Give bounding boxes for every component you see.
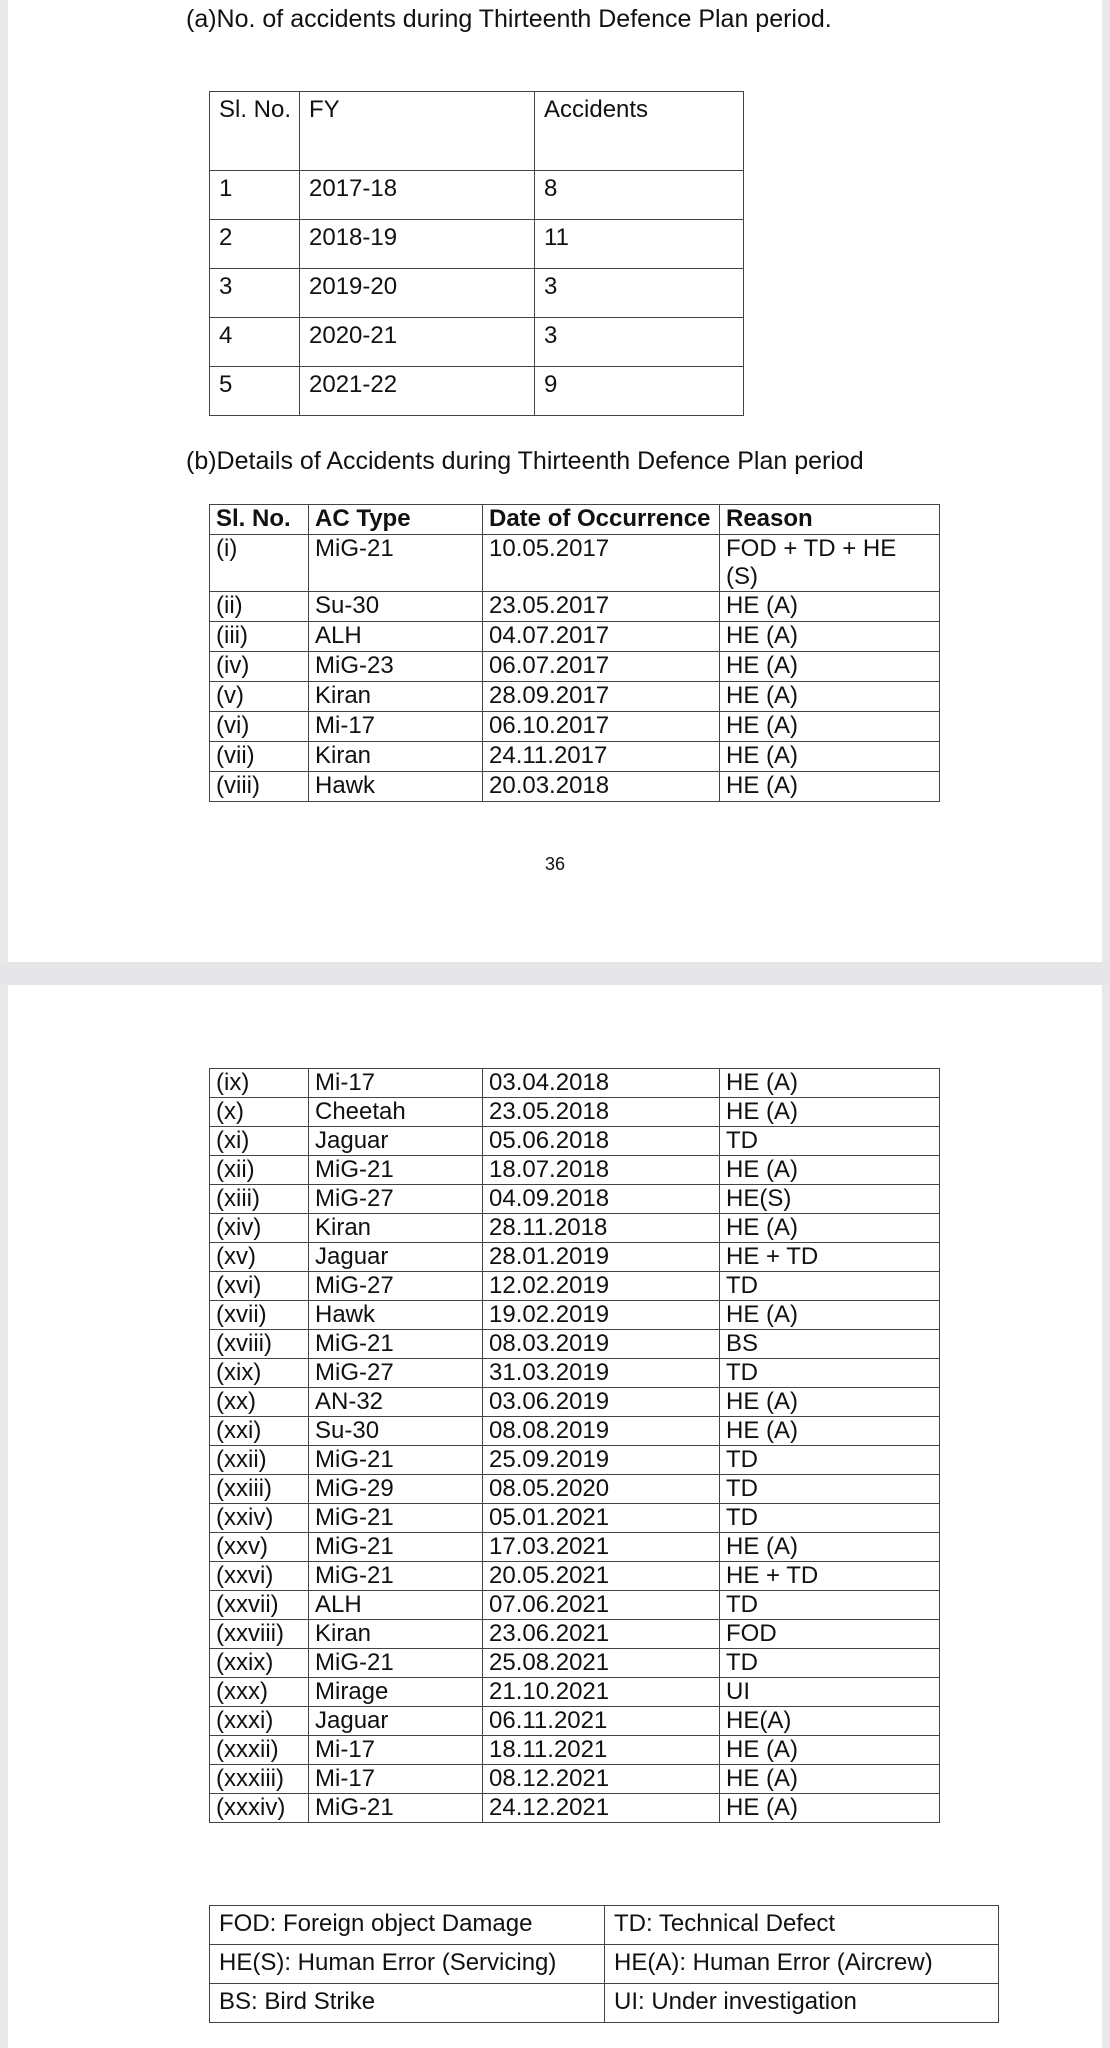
sl-no-cell: (xi)	[210, 1127, 309, 1156]
date-cell: 17.03.2021	[483, 1533, 720, 1562]
section-a-heading: (a)No. of accidents during Thirteenth Defence Plan period.	[186, 5, 832, 33]
accident-details-body-continued	[210, 1069, 940, 1823]
table-row	[210, 1591, 940, 1620]
ac-type-cell: MiG-21	[309, 1649, 483, 1678]
cell: 1	[210, 171, 300, 220]
sl-no-cell: (xiv)	[210, 1214, 309, 1243]
header-sl-no: Sl. No.	[210, 505, 309, 535]
cell: 2	[210, 220, 300, 269]
table-row	[210, 1533, 940, 1562]
table-row	[210, 1475, 940, 1504]
sl-no-cell: (iv)	[210, 652, 309, 682]
ac-type-cell: Cheetah	[309, 1098, 483, 1127]
table-row	[210, 318, 744, 367]
sl-no-cell: (xxiv)	[210, 1504, 309, 1533]
cell: 2018-19	[300, 220, 535, 269]
table-row	[210, 712, 940, 742]
date-cell: 31.03.2019	[483, 1359, 720, 1388]
reason-cell: TD	[720, 1272, 940, 1301]
date-cell: 08.05.2020	[483, 1475, 720, 1504]
cell: 3	[535, 318, 744, 367]
ac-type-cell: MiG-21	[309, 1156, 483, 1185]
reason-cell: TD	[720, 1649, 940, 1678]
reason-cell: TD	[720, 1127, 940, 1156]
reason-cell: HE (A)	[720, 1533, 940, 1562]
table-row	[210, 1272, 940, 1301]
sl-no-cell: (x)	[210, 1098, 309, 1127]
table-row	[210, 1562, 940, 1591]
sl-no-cell: (xxi)	[210, 1417, 309, 1446]
date-cell: 05.06.2018	[483, 1127, 720, 1156]
table-row	[210, 1359, 940, 1388]
reason-cell: HE (A)	[720, 682, 940, 712]
reason-cell: HE (A)	[720, 1417, 940, 1446]
table-row	[210, 1330, 940, 1359]
page-gap	[0, 962, 1110, 985]
date-cell: 03.04.2018	[483, 1069, 720, 1098]
sl-no-cell: (viii)	[210, 772, 309, 802]
table-row	[210, 220, 744, 269]
cell: 2017-18	[300, 171, 535, 220]
reason-cell: TD	[720, 1591, 940, 1620]
accident-details-table	[209, 504, 940, 802]
abbreviation-legend-table	[209, 1905, 999, 2023]
date-cell: 19.02.2019	[483, 1301, 720, 1330]
cell: 2019-20	[300, 269, 535, 318]
date-cell: 03.06.2019	[483, 1388, 720, 1417]
sl-no-cell: (ix)	[210, 1069, 309, 1098]
legend-item: HE(A): Human Error (Aircrew)	[605, 1945, 999, 1984]
table-row	[210, 1649, 940, 1678]
header-ac-type: AC Type	[309, 505, 483, 535]
table-row	[210, 1156, 940, 1185]
table-row	[210, 682, 940, 712]
date-cell: 28.09.2017	[483, 682, 720, 712]
table-row	[210, 652, 940, 682]
date-cell: 23.05.2017	[483, 592, 720, 622]
ac-type-cell: Jaguar	[309, 1707, 483, 1736]
sl-no-cell: (xvi)	[210, 1272, 309, 1301]
date-cell: 18.11.2021	[483, 1736, 720, 1765]
reason-cell: HE (A)	[720, 742, 940, 772]
sl-no-cell: (xviii)	[210, 1330, 309, 1359]
table-row	[210, 1301, 940, 1330]
date-cell: 10.05.2017	[483, 535, 720, 592]
ac-type-cell: Mi-17	[309, 1736, 483, 1765]
legend-item: UI: Under investigation	[605, 1984, 999, 2023]
ac-type-cell: MiG-27	[309, 1359, 483, 1388]
ac-type-cell: AN-32	[309, 1388, 483, 1417]
reason-cell: TD	[720, 1446, 940, 1475]
date-cell: 20.03.2018	[483, 772, 720, 802]
cell: 3	[535, 269, 744, 318]
header-accidents: Accidents	[535, 92, 744, 171]
table-header-row	[210, 505, 940, 535]
sl-no-cell: (xxxiii)	[210, 1765, 309, 1794]
sl-no-cell: (xxviii)	[210, 1620, 309, 1649]
date-cell: 18.07.2018	[483, 1156, 720, 1185]
sl-no-cell: (xvii)	[210, 1301, 309, 1330]
table-row	[210, 742, 940, 772]
sl-no-cell: (xv)	[210, 1243, 309, 1272]
section-b-heading: (b)Details of Accidents during Thirteenth Defence Plan period	[186, 447, 864, 475]
legend-item: TD: Technical Defect	[605, 1906, 999, 1945]
ac-type-cell: Mirage	[309, 1678, 483, 1707]
ac-type-cell: Su-30	[309, 592, 483, 622]
table-row	[210, 1417, 940, 1446]
ac-type-cell: Mi-17	[309, 1069, 483, 1098]
table-row	[210, 535, 940, 592]
ac-type-cell: MiG-23	[309, 652, 483, 682]
table-row	[210, 1127, 940, 1156]
sl-no-cell: (xxii)	[210, 1446, 309, 1475]
sl-no-cell: (xxx)	[210, 1678, 309, 1707]
date-cell: 06.11.2021	[483, 1707, 720, 1736]
legend-row	[210, 1945, 999, 1984]
cell: 5	[210, 367, 300, 416]
date-cell: 25.08.2021	[483, 1649, 720, 1678]
sl-no-cell: (xxvi)	[210, 1562, 309, 1591]
reason-cell: HE (A)	[720, 1301, 940, 1330]
cell: 2021-22	[300, 367, 535, 416]
ac-type-cell: ALH	[309, 1591, 483, 1620]
ac-type-cell: Kiran	[309, 1214, 483, 1243]
reason-cell: HE (A)	[720, 1156, 940, 1185]
ac-type-cell: Mi-17	[309, 1765, 483, 1794]
legend-row	[210, 1984, 999, 2023]
sl-no-cell: (xx)	[210, 1388, 309, 1417]
table-row	[210, 1446, 940, 1475]
date-cell: 23.05.2018	[483, 1098, 720, 1127]
date-cell: 20.05.2021	[483, 1562, 720, 1591]
ac-type-cell: Su-30	[309, 1417, 483, 1446]
ac-type-cell: Hawk	[309, 1301, 483, 1330]
table-row	[210, 1736, 940, 1765]
date-cell: 04.09.2018	[483, 1185, 720, 1214]
reason-cell: HE (A)	[720, 1736, 940, 1765]
ac-type-cell: Kiran	[309, 1620, 483, 1649]
ac-type-cell: Jaguar	[309, 1127, 483, 1156]
ac-type-cell: ALH	[309, 622, 483, 652]
ac-type-cell: MiG-21	[309, 535, 483, 592]
cell: 9	[535, 367, 744, 416]
sl-no-cell: (v)	[210, 682, 309, 712]
sl-no-cell: (xxxii)	[210, 1736, 309, 1765]
table-row	[210, 171, 744, 220]
sl-no-cell: (xxix)	[210, 1649, 309, 1678]
date-cell: 08.12.2021	[483, 1765, 720, 1794]
sl-no-cell: (xxxi)	[210, 1707, 309, 1736]
reason-cell: HE + TD	[720, 1562, 940, 1591]
table-row	[210, 1765, 940, 1794]
cell: 11	[535, 220, 744, 269]
reason-cell: HE (A)	[720, 622, 940, 652]
date-cell: 08.08.2019	[483, 1417, 720, 1446]
table-row	[210, 1707, 940, 1736]
reason-cell: TD	[720, 1359, 940, 1388]
ac-type-cell: MiG-21	[309, 1562, 483, 1591]
sl-no-cell: (vii)	[210, 742, 309, 772]
ac-type-cell: Hawk	[309, 772, 483, 802]
table-row	[210, 1185, 940, 1214]
reason-cell: HE (A)	[720, 712, 940, 742]
cell: 8	[535, 171, 744, 220]
sl-no-cell: (xxvii)	[210, 1591, 309, 1620]
table-row	[210, 772, 940, 802]
reason-cell: HE (A)	[720, 652, 940, 682]
reason-cell: BS	[720, 1330, 940, 1359]
ac-type-cell: MiG-21	[309, 1504, 483, 1533]
sl-no-cell: (xxiii)	[210, 1475, 309, 1504]
document-page-1	[8, 0, 1102, 962]
header-reason: Reason	[720, 505, 940, 535]
table-row	[210, 1243, 940, 1272]
date-cell: 06.07.2017	[483, 652, 720, 682]
legend-item: BS: Bird Strike	[210, 1984, 605, 2023]
cell: 4	[210, 318, 300, 367]
ac-type-cell: MiG-21	[309, 1533, 483, 1562]
legend-item: HE(S): Human Error (Servicing)	[210, 1945, 605, 1984]
cell: 2020-21	[300, 318, 535, 367]
ac-type-cell: MiG-21	[309, 1794, 483, 1823]
accident-details-table-continued	[209, 1068, 940, 1823]
date-cell: 23.06.2021	[483, 1620, 720, 1649]
document-page-2	[8, 985, 1102, 2048]
reason-cell: HE (A)	[720, 1214, 940, 1243]
ac-type-cell: MiG-29	[309, 1475, 483, 1504]
date-cell: 07.06.2021	[483, 1591, 720, 1620]
date-cell: 06.10.2017	[483, 712, 720, 742]
date-cell: 24.11.2017	[483, 742, 720, 772]
date-cell: 25.09.2019	[483, 1446, 720, 1475]
reason-cell: HE(A)	[720, 1707, 940, 1736]
table-row	[210, 1678, 940, 1707]
header-fy: FY	[300, 92, 535, 171]
ac-type-cell: MiG-27	[309, 1272, 483, 1301]
table-row	[210, 622, 940, 652]
date-cell: 08.03.2019	[483, 1330, 720, 1359]
reason-cell: HE + TD	[720, 1243, 940, 1272]
sl-no-cell: (xix)	[210, 1359, 309, 1388]
reason-cell: UI	[720, 1678, 940, 1707]
reason-cell: HE (A)	[720, 772, 940, 802]
header-sl-no: Sl. No.	[210, 92, 300, 171]
ac-type-cell: MiG-21	[309, 1446, 483, 1475]
table-row	[210, 367, 744, 416]
table-row	[210, 1069, 940, 1098]
reason-cell: FOD + TD + HE (S)	[720, 535, 940, 592]
sl-no-cell: (xiii)	[210, 1185, 309, 1214]
table-row	[210, 1504, 940, 1533]
sl-no-cell: (ii)	[210, 592, 309, 622]
sl-no-cell: (xxv)	[210, 1533, 309, 1562]
date-cell: 28.01.2019	[483, 1243, 720, 1272]
reason-cell: HE (A)	[720, 592, 940, 622]
table-row	[210, 1620, 940, 1649]
sl-no-cell: (i)	[210, 535, 309, 592]
reason-cell: HE (A)	[720, 1069, 940, 1098]
table-row	[210, 1214, 940, 1243]
date-cell: 21.10.2021	[483, 1678, 720, 1707]
date-cell: 28.11.2018	[483, 1214, 720, 1243]
reason-cell: HE (A)	[720, 1388, 940, 1417]
table-row	[210, 1388, 940, 1417]
date-cell: 12.02.2019	[483, 1272, 720, 1301]
accidents-by-fy-table	[209, 91, 744, 416]
legend-row	[210, 1906, 999, 1945]
reason-cell: TD	[720, 1475, 940, 1504]
sl-no-cell: (iii)	[210, 622, 309, 652]
ac-type-cell: Jaguar	[309, 1243, 483, 1272]
table-row	[210, 269, 744, 318]
table-header-row	[210, 92, 744, 171]
reason-cell: TD	[720, 1504, 940, 1533]
sl-no-cell: (xxxiv)	[210, 1794, 309, 1823]
date-cell: 24.12.2021	[483, 1794, 720, 1823]
accident-details-body	[210, 535, 940, 802]
sl-no-cell: (xii)	[210, 1156, 309, 1185]
reason-cell: HE(S)	[720, 1185, 940, 1214]
header-date-of-occurrence: Date of Occurrence	[483, 505, 720, 535]
table-row	[210, 1794, 940, 1823]
legend-item: FOD: Foreign object Damage	[210, 1906, 605, 1945]
reason-cell: HE (A)	[720, 1098, 940, 1127]
reason-cell: HE (A)	[720, 1794, 940, 1823]
page-number: 36	[544, 854, 566, 874]
ac-type-cell: Mi-17	[309, 712, 483, 742]
sl-no-cell: (vi)	[210, 712, 309, 742]
reason-cell: FOD	[720, 1620, 940, 1649]
table-row	[210, 1098, 940, 1127]
date-cell: 05.01.2021	[483, 1504, 720, 1533]
table-row	[210, 592, 940, 622]
ac-type-cell: MiG-27	[309, 1185, 483, 1214]
ac-type-cell: Kiran	[309, 742, 483, 772]
date-cell: 04.07.2017	[483, 622, 720, 652]
reason-cell: HE (A)	[720, 1765, 940, 1794]
cell: 3	[210, 269, 300, 318]
ac-type-cell: Kiran	[309, 682, 483, 712]
ac-type-cell: MiG-21	[309, 1330, 483, 1359]
